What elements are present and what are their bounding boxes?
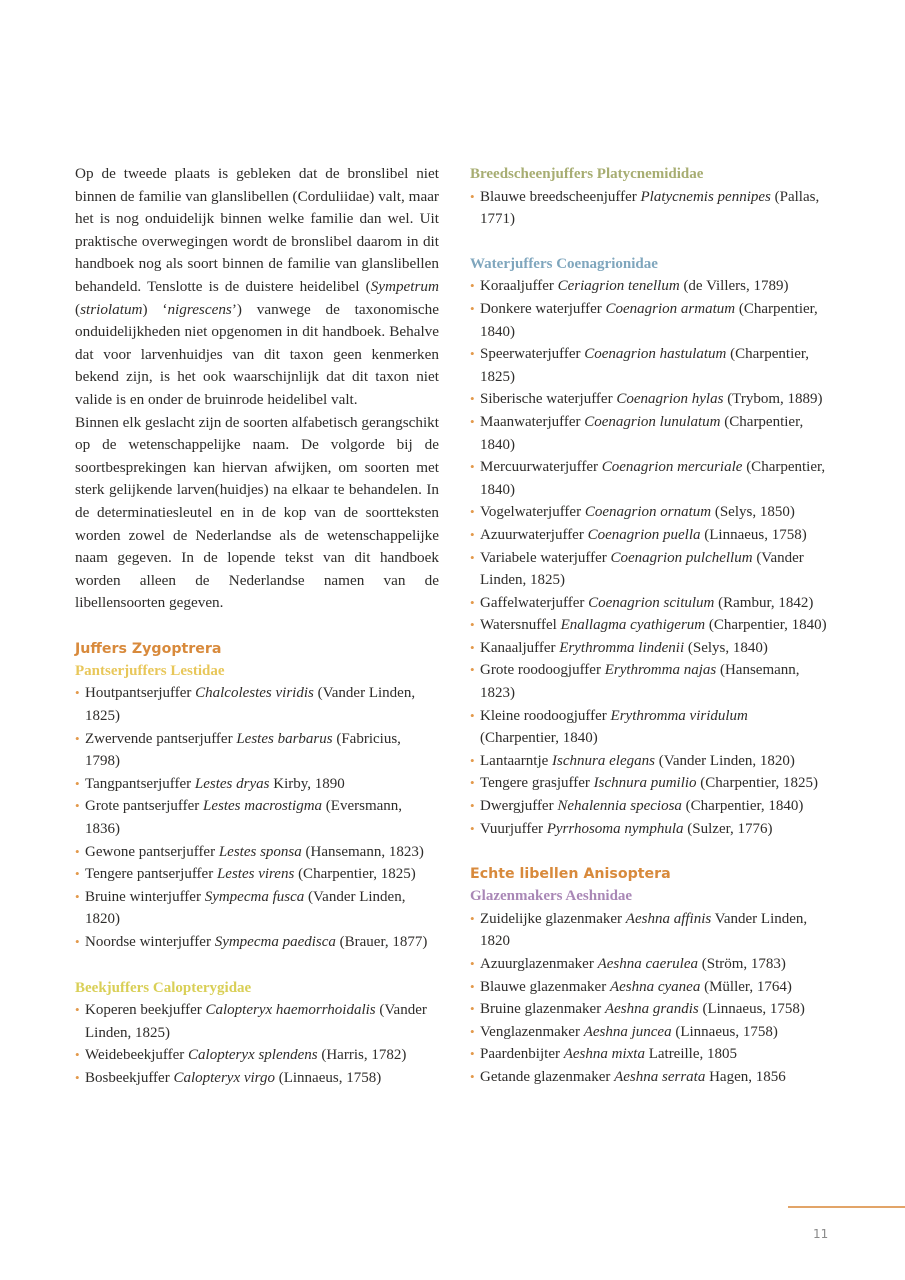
dutch-name: Noordse winterjuffer	[85, 934, 215, 950]
dutch-name: Dwergjuffer	[480, 798, 558, 815]
scientific-name: Lestes virens	[216, 866, 295, 883]
dutch-name: Tangpantserjuffer	[85, 775, 195, 792]
page-number: 11	[813, 1227, 829, 1241]
scientific-name: Aeshna juncea	[583, 1023, 672, 1040]
author-citation: (Charpentier, 1840)	[480, 459, 826, 498]
author-citation: (Linnaeus, 1758)	[671, 1023, 778, 1040]
author-citation: (Linnaeus, 1758)	[698, 1001, 805, 1018]
scientific-name: Aeshna grandis	[604, 1001, 699, 1018]
family-heading-lestidae: Pantserjuffers Lestidae	[75, 662, 225, 679]
author-citation: (Vander Linden, 1825)	[85, 685, 416, 725]
species-item	[75, 795, 439, 840]
species-item	[470, 659, 830, 704]
species-item	[470, 818, 830, 841]
bullet-icon: •	[75, 1047, 80, 1063]
bullet-icon: •	[470, 1068, 475, 1084]
scientific-name: Ischnura pumilio	[593, 775, 697, 792]
scientific-name: Ceriagrion tenellum	[557, 278, 680, 295]
species-item	[470, 1021, 830, 1044]
dutch-name: Donkere waterjuffer	[480, 300, 606, 317]
scientific-name: Coenagrion mercuriale	[601, 459, 743, 476]
species-item	[470, 795, 830, 818]
scientific-name: Pyrrhosoma nymphula	[546, 820, 684, 837]
scientific-name: Coenagrion armatum	[605, 300, 736, 317]
author-citation: (de Villers, 1789)	[679, 278, 789, 295]
author-citation: (Charpentier, 1840)	[705, 617, 827, 634]
species-list-coenagrionidae	[470, 275, 830, 840]
species-list-platycnemididae	[470, 186, 830, 231]
bullet-icon: •	[470, 956, 475, 971]
dutch-name: Grote pantserjuffer	[85, 798, 204, 815]
bullet-icon: •	[75, 775, 80, 791]
species-item	[75, 728, 439, 773]
species-item	[75, 863, 439, 886]
species-item	[470, 524, 830, 547]
dutch-name: Weidebeekjuffer	[85, 1047, 189, 1064]
scientific-name: Coenagrion hylas	[616, 391, 724, 408]
bullet-icon: •	[470, 978, 475, 994]
dutch-name: Blauwe glazenmaker	[480, 978, 610, 995]
scientific-name: nigrescens	[167, 300, 232, 318]
bullet-icon: •	[470, 413, 475, 429]
scientific-name: Aeshna caerulea	[597, 956, 698, 972]
spacer	[470, 840, 830, 863]
bullet-icon: •	[75, 730, 80, 746]
author-citation: (Fabricius, 1798)	[85, 730, 401, 770]
species-list-aeshnidae	[470, 908, 830, 1089]
spacer	[75, 954, 439, 977]
dutch-name: Koperen beekjuffer	[85, 1002, 206, 1019]
text-run: (	[75, 300, 81, 318]
bullet-icon: •	[470, 300, 475, 316]
author-citation: Kirby, 1890	[269, 775, 345, 792]
bullet-icon: •	[470, 459, 475, 475]
dutch-name: Lantaarntje	[480, 752, 553, 769]
species-item	[470, 343, 830, 388]
species-item	[470, 592, 830, 615]
scientific-name: Sympetrum	[370, 277, 439, 295]
species-item	[470, 1043, 830, 1066]
species-item	[470, 750, 830, 773]
scientific-name: Coenagrion pulchellum	[610, 549, 753, 566]
order-heading-anisoptera: Echte libellen Anisoptera	[470, 866, 671, 883]
bullet-icon: •	[470, 391, 475, 407]
dutch-name: Mercuurwaterjuffer	[480, 459, 602, 476]
author-citation: (Hansemann, 1823)	[480, 662, 800, 702]
species-item	[470, 501, 830, 524]
bullet-icon: •	[470, 775, 475, 791]
bullet-icon: •	[470, 1001, 475, 1017]
dutch-name: Azuurglazenmaker	[480, 956, 598, 972]
species-item	[470, 614, 830, 637]
bullet-icon: •	[470, 707, 475, 723]
species-item	[75, 1044, 439, 1067]
species-item	[470, 547, 830, 592]
author-citation: (Charpentier, 1825)	[294, 866, 416, 883]
author-citation: (Linnaeus, 1758)	[700, 526, 807, 543]
species-item	[75, 773, 439, 796]
scientific-name: Coenagrion puella	[587, 526, 701, 543]
species-item	[75, 931, 439, 954]
dutch-name: Gaffelwaterjuffer	[480, 594, 589, 611]
dutch-name: Zwervende pantserjuffer	[85, 730, 237, 747]
scientific-name: striolatum	[80, 300, 143, 318]
bullet-icon: •	[75, 866, 80, 882]
scientific-name: Chalcolestes viridis	[195, 685, 314, 702]
bullet-icon: •	[470, 278, 475, 294]
species-item	[75, 682, 439, 727]
scientific-name: Sympecma paedisca	[214, 934, 336, 950]
scientific-name: Aeshna serrata	[614, 1068, 706, 1085]
family-heading-calopterygidae: Beekjuffers Calopterygidae	[75, 979, 252, 996]
author-citation: (Selys, 1840)	[684, 639, 768, 656]
species-item	[75, 886, 439, 931]
species-list-lestidae	[75, 682, 439, 953]
dutch-name: Venglazenmaker	[480, 1023, 584, 1040]
dutch-name: Getande glazenmaker	[480, 1068, 615, 1085]
scientific-name: Platycnemis pennipes	[640, 188, 771, 205]
intro-paragraph-2: Binnen elk geslacht zijn de soorten alfabetisch gerangschikt op de wetenschappelijke naam. De volgorde bij de soortbesprekingen kan hiervan afwijken, om soorten met sterk gelijkende larven(huidjes) na elkaar te behandelen. In de determinatiesleutel en in de kop van de soortteksten worden zowel de Nederlandse als de wetenschappelijke naam gegeven. In de lopende tekst van dit handboek worden alleen de Nederlandse namen van de libellensoorten gegeven.	[75, 413, 439, 612]
dutch-name: Zuidelijke glazenmaker	[480, 910, 626, 927]
scientific-name: Nehalennia speciosa	[557, 798, 682, 815]
species-item	[470, 411, 830, 456]
dutch-name: Kanaaljuffer	[480, 639, 560, 656]
author-citation: Latreille, 1805	[644, 1046, 738, 1063]
scientific-name: Aeshna cyanea	[609, 978, 701, 995]
scientific-name: Erythromma viridulum	[610, 707, 748, 724]
bullet-icon: •	[75, 1069, 80, 1085]
family-heading-platycnemididae: Breedscheenjuffers Platycnemididae	[470, 166, 704, 182]
bullet-icon: •	[470, 526, 475, 542]
bullet-icon: •	[75, 888, 80, 904]
species-item	[470, 976, 830, 999]
species-item	[470, 705, 830, 750]
bullet-icon: •	[470, 910, 475, 926]
scientific-name: Lestes barbarus	[236, 730, 333, 747]
bullet-icon: •	[470, 617, 475, 633]
author-citation: (Selys, 1850)	[711, 504, 795, 521]
species-item	[470, 298, 830, 343]
dutch-name: Gewone pantserjuffer	[85, 843, 219, 860]
author-citation: (Pallas, 1771)	[480, 188, 820, 228]
bullet-icon: •	[75, 843, 80, 859]
bullet-icon: •	[470, 639, 475, 655]
author-citation: (Hansemann, 1823)	[301, 843, 424, 860]
author-citation: (Charpentier, 1840)	[480, 730, 598, 747]
intro-paragraph-1	[75, 163, 439, 412]
species-item	[470, 953, 830, 976]
dutch-name: Vogelwaterjuffer	[480, 504, 585, 521]
spacer	[470, 231, 830, 253]
dutch-name: Speerwaterjuffer	[480, 346, 585, 363]
dutch-name: Koraaljuffer	[480, 278, 558, 295]
author-citation: (Eversmann, 1836)	[85, 798, 403, 838]
bullet-icon: •	[470, 504, 475, 520]
author-citation: (Rambur, 1842)	[714, 594, 814, 611]
dutch-name: Tengere pantserjuffer	[85, 866, 217, 883]
bullet-icon: •	[470, 662, 475, 678]
author-citation: (Vander Linden, 1820)	[654, 752, 795, 769]
bullet-icon: •	[470, 752, 475, 768]
scientific-name: Lestes dryas	[194, 775, 270, 792]
author-citation: (Vander Linden, 1825)	[480, 549, 804, 589]
species-item	[470, 637, 830, 660]
scientific-name: Coenagrion ornatum	[584, 504, 712, 521]
author-citation: (Sulzer, 1776)	[683, 820, 773, 837]
author-citation: (Brauer, 1877)	[335, 934, 428, 950]
species-item	[75, 999, 439, 1044]
text-run: Op de tweede plaats is gebleken dat de bronslibel niet binnen de familie van glanslibellen (Corduliidae) valt, maar het is nog onduidelijk binnen welke familie dan wel. Uit praktische overwegingen wordt de bronslibel daarom in dit handboek nog als soort binnen de familie van glanslibellen behandeld. Tenslotte is de duistere heidelibel (	[75, 165, 439, 295]
bullet-icon: •	[470, 594, 475, 610]
family-heading-coenagrionidae: Waterjuffers Coenagrionidae	[470, 255, 658, 272]
family-heading-aeshnidae: Glazenmakers Aeshnidae	[470, 888, 633, 905]
bullet-icon: •	[75, 934, 80, 949]
author-citation: (Charpentier, 1840)	[480, 300, 818, 340]
left-column	[75, 163, 439, 1090]
species-item	[470, 998, 830, 1021]
dutch-name: Kleine roodoogjuffer	[480, 707, 611, 724]
author-citation: (Ström, 1783)	[697, 956, 786, 972]
author-citation: (Vander Linden, 1820)	[85, 888, 406, 928]
dutch-name: Blauwe breedscheenjuffer	[480, 188, 641, 205]
dutch-name: Paardenbijter	[480, 1046, 564, 1063]
species-item	[470, 1066, 830, 1089]
dutch-name: Bruine winterjuffer	[85, 888, 205, 905]
scientific-name: Erythromma najas	[604, 662, 717, 679]
bullet-icon: •	[470, 188, 475, 204]
species-item	[75, 841, 439, 864]
scientific-name: Coenagrion hastulatum	[584, 346, 727, 363]
dutch-name: Bosbeekjuffer	[85, 1069, 174, 1086]
scientific-name: Coenagrion lunulatum	[584, 413, 721, 430]
species-item	[470, 186, 830, 231]
species-item	[75, 1067, 439, 1090]
right-column	[470, 163, 830, 1089]
dutch-name: Houtpantserjuffer	[85, 685, 196, 702]
scientific-name: Lestes sponsa	[218, 843, 302, 860]
author-citation: (Müller, 1764)	[700, 978, 792, 995]
bullet-icon: •	[470, 346, 475, 362]
author-citation: (Charpentier, 1825)	[696, 775, 818, 792]
scientific-name: Coenagrion scitulum	[588, 594, 715, 611]
dutch-name: Tengere grasjuffer	[480, 775, 594, 792]
bullet-icon: •	[75, 1002, 80, 1018]
text-run: ’) vanwege de taxonomische onduidelijkheden niet opgenomen in dit handboek. Behalve dat voor larvenhuidjes van dit taxon geen kenmerken bekend zijn, is het ook waarschijnlijk dat dit taxon niet valide is en onder de bruinrode heidelibel valt.	[75, 300, 439, 408]
dutch-name: Variabele waterjuffer	[480, 549, 611, 566]
dutch-name: Bruine glazenmaker	[480, 1001, 605, 1018]
dutch-name: Watersnuffel	[480, 617, 561, 634]
order-heading-zygoptera: Juffers Zygoptrera	[75, 640, 222, 657]
author-citation: (Vander Linden, 1825)	[85, 1002, 427, 1041]
scientific-name: Enallagma cyathigerum	[560, 617, 706, 634]
scientific-name: Aeshna mixta	[563, 1046, 645, 1063]
species-item	[470, 275, 830, 298]
scientific-name: Lestes macrostigma	[203, 798, 323, 815]
author-citation: (Charpentier, 1825)	[480, 346, 810, 385]
species-item	[470, 908, 830, 953]
scientific-name: Erythromma lindenii	[559, 639, 685, 656]
bullet-icon: •	[470, 1023, 475, 1039]
author-citation: Vander Linden, 1820	[480, 910, 808, 950]
bullet-icon: •	[470, 1046, 475, 1062]
author-citation: (Trybom, 1889)	[723, 391, 823, 408]
scientific-name: Calopteryx splendens	[188, 1047, 318, 1064]
author-citation: (Charpentier, 1840)	[480, 413, 804, 453]
bullet-icon: •	[470, 820, 475, 836]
scientific-name: Aeshna affinis	[625, 910, 712, 927]
dutch-name: Grote roodoogjuffer	[480, 662, 605, 679]
author-citation: (Charpentier, 1840)	[681, 798, 804, 815]
text-run: ) ‘	[142, 300, 168, 318]
scientific-name: Calopteryx virgo	[173, 1069, 275, 1086]
footer-rule	[788, 1206, 905, 1208]
bullet-icon: •	[470, 549, 475, 565]
scientific-name: Ischnura elegans	[552, 752, 655, 769]
scientific-name: Sympecma fusca	[204, 888, 305, 905]
species-list-calopterygidae	[75, 999, 439, 1089]
species-item	[470, 456, 830, 501]
author-citation: (Harris, 1782)	[317, 1047, 407, 1064]
bullet-icon: •	[470, 798, 475, 814]
author-citation: (Linnaeus, 1758)	[274, 1069, 382, 1086]
species-item	[470, 388, 830, 411]
spacer	[75, 615, 439, 638]
bullet-icon: •	[75, 685, 80, 701]
dutch-name: Siberische waterjuffer	[480, 391, 617, 408]
author-citation: Hagen, 1856	[705, 1068, 786, 1085]
species-item	[470, 772, 830, 795]
dutch-name: Azuurwaterjuffer	[480, 526, 588, 543]
scientific-name: Calopteryx haemorrhoidalis	[205, 1002, 376, 1019]
bullet-icon: •	[75, 798, 80, 814]
dutch-name: Maanwaterjuffer	[480, 413, 585, 430]
dutch-name: Vuurjuffer	[480, 820, 547, 837]
